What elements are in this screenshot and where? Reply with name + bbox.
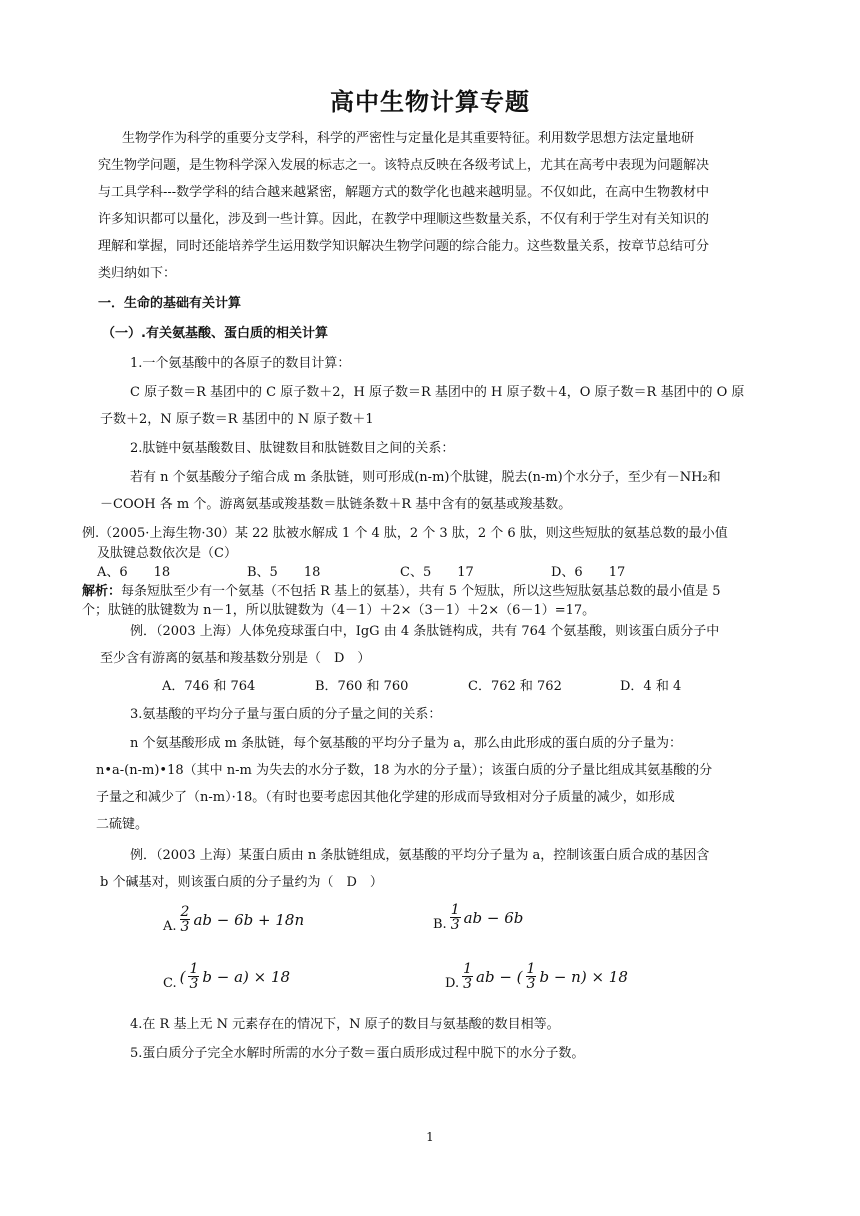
intro-line: 理解和掌握，同时还能培养学生运用数学知识解决生物学问题的综合能力。这些数量关系，按章节总结可分 [98,239,710,254]
option-d: D．4 和 4 [620,679,682,694]
expr-text: b − a) × 18 [202,967,291,986]
body-line: n 个氨基酸形成 m 条肽链，每个氨基酸的平均分子量为 a，那么由此形成的蛋白质的分子量为： [130,736,682,751]
fraction-num: 1 [526,961,536,977]
option-c-label: C. [163,976,177,991]
expr-text: ab − 6b [463,908,524,927]
option-c: C．762 和 762 [468,679,562,694]
page-title: 高中生物计算专题 [330,88,530,116]
body-line: 子数＋2，N 原子数＝R 基团中的 N 原子数＋1 [100,412,374,427]
body-line: 二硫键。 [96,817,149,832]
intro-line: 类归纳如下： [98,266,177,281]
option-a: A、6 18 [97,565,171,580]
body-line: 若有 n 个氨基酸分子缩合成 m 条肽链，则可形成(n-m)个肽键，脱去(n-m)个水分子，至少有－NH₂和 [130,470,721,485]
expr-text: ab − ( [476,967,523,986]
analysis-label: 解析： [82,584,122,599]
item-line: 5.蛋白质分子完全水解时所需的水分子数＝蛋白质形成过程中脱下的水分子数。 [130,1046,585,1061]
expr-text: ab − 6b + 18n [193,910,305,929]
item-heading: 2.肽链中氨基酸数目、肽键数目和肽链数目之间的关系： [130,441,455,456]
analysis-line: 个；肽链的肽键数为 n－1，所以肽键数为（4－1）＋2×（3－1）＋2×（6－1）=17。 [82,603,596,618]
intro-line: 究生物学问题，是生物科学深入发展的标志之一。该特点反映在各级考试上，尤其在高考中表现为问题解决 [98,158,710,173]
option-b: B．760 和 760 [315,679,409,694]
option-a: A．746 和 764 [162,679,256,694]
example-line: b 个碱基对，则该蛋白质的分子量约为（ D ） [100,875,383,890]
example-line: 至少含有游离的氨基和羧基数分别是（ D ） [100,651,371,666]
expr-text: b − n) × 18 [539,967,628,986]
option-a [163,905,304,934]
fraction [450,903,461,932]
fraction [180,905,191,934]
analysis-line [82,583,721,601]
body-line: C 原子数＝R 基团中的 C 原子数＋2，H 原子数＝R 基团中的 H 原子数＋4，O 原子数＝R 基团中的 O 原 [130,385,745,400]
item-heading: 1.一个氨基酸中的各原子的数目计算： [130,356,351,371]
body-line: n•a-(n-m)•18（其中 n-m 为失去的水分子数，18 为水的分子量）；该蛋白质的分子量比组成其氨基酸的分 [96,763,713,778]
option-b: B、5 18 [247,565,321,580]
section-heading: 一．生命的基础有关计算 [98,296,242,311]
option-d-label: D. [445,976,460,991]
fraction [462,962,473,991]
option-d [445,962,628,991]
option-b-label: B. [433,917,447,932]
intro-line: 生物学作为科学的重要分支学科，科学的严密性与定量化是其重要特征。利用数学思想方法定量地研 [122,131,695,146]
analysis-text: 每条短肽至少有一个氨基（不包括 R 基上的氨基），共有 5 个短肽，所以这些短肽氨基总数的最小值是 5 [121,584,721,599]
body-line: 子量之和减少了（n-m）·18。（有时也要考虑因其他化学建的形成而导致相对分子质量的减少，如形成 [96,790,675,805]
example-line: 例．（2003 上海）某蛋白质由 n 条肽链组成，氨基酸的平均分子量为 a，控制该蛋白质合成的基因含 [130,848,710,863]
fraction-den: 3 [189,976,199,992]
example-line: 例．（2003 上海）人体免疫球蛋白中，IgG 由 4 条肽链构成，共有 764 个氨基酸，则该蛋白质分子中 [130,624,720,639]
option-c [163,962,290,991]
fraction-num: 1 [463,961,473,977]
fraction [188,962,199,991]
fraction-num: 1 [189,961,199,977]
option-d: D、6 17 [551,565,626,580]
item-heading: 3.氨基酸的平均分子量与蛋白质的分子量之间的关系： [130,707,442,722]
fraction-den: 3 [450,917,460,933]
fraction [526,962,537,991]
fraction-num: 2 [180,904,190,920]
option-b [433,903,523,932]
item-line: 4.在 R 基上无 N 元素存在的情况下，N 原子的数目与氨基酸的数目相等。 [130,1017,560,1032]
page-number: 1 [426,1130,434,1144]
expr-text: ( [179,967,186,986]
subsection-heading: （一）.有关氨基酸、蛋白质的相关计算 [102,326,328,341]
example-line: 例.（2005·上海生物·30）某 22 肽被水解成 1 个 4 肽，2 个 3 肽，2 个 6 肽，则这些短肽的氨基总数的最小值 [82,526,728,541]
fraction-den: 3 [463,976,473,992]
example-line: 及肽键总数依次是（C） [97,546,237,561]
option-c: C、5 17 [400,565,474,580]
fraction-den: 3 [180,919,190,935]
body-line: －COOH 各 m 个。游离氨基或羧基数＝肽链条数＋R 基中含有的氨基或羧基数。 [100,497,572,512]
fraction-den: 3 [526,976,536,992]
intro-line: 许多知识都可以量化，涉及到一些计算。因此，在教学中理顺这些数量关系，不仅有利于学生对有关知识的 [98,212,710,227]
option-a-label: A. [163,919,177,934]
fraction-num: 1 [450,902,460,918]
intro-line: 与工具学科---数学学科的结合越来越紧密，解题方式的数学化也越来越明显。不仅如此，在高中生物教材中 [98,185,710,200]
